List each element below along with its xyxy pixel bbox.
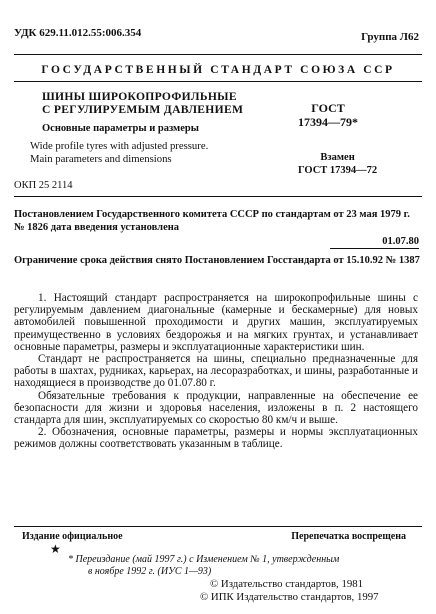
gost-label: ГОСТ — [311, 101, 345, 115]
copyright-line-2: © ИПК Издательство стандартов, 1997 — [200, 590, 379, 603]
reissue-line-2: в ноябре 1992 г. (ИУС 1—93) — [88, 565, 212, 577]
document-subtitle: Основные параметры и размеры — [42, 123, 199, 134]
gost-designation — [298, 101, 358, 129]
title-line-1: ШИНЫ ШИРОКОПРОФИЛЬНЫЕ — [42, 90, 237, 103]
decree-text: Постановлением Государственного комитета СССР по стандартам от 23 мая 1979 г. № 1826 дата введения установлена — [14, 209, 410, 233]
replace-value: ГОСТ 17394—72 — [298, 165, 378, 176]
okp-rule — [14, 196, 422, 197]
top-rule — [14, 54, 422, 55]
english-title — [30, 140, 208, 166]
title-line-2: С РЕГУЛИРУЕМЫМ ДАВЛЕНИЕМ — [42, 103, 244, 116]
copyright-line-1: © Издательство стандартов, 1981 — [210, 578, 364, 590]
udk-code: УДК 629.11.012.55:006.354 — [14, 27, 142, 39]
official-edition: Издание официальное — [22, 531, 123, 542]
gost-number: 17394—79* — [298, 115, 358, 129]
limit-removed-text: Ограничение срока действия снято Постановлением Госстандарта от 15.10.92 № 1387 — [14, 255, 420, 266]
paragraph-1: 1. Настоящий стандарт распространяется на широкопрофильные шины с регулируемым давлением диагональные (камерные и бескамерные) для новых автомобилей повышенной проходимости и других машин, эксплуатируемых преимущественно в условиях бездорожья и на мягких грунтах, и устанавливает основные параметры, размеры и эксплуатационные характеристики шин. — [14, 292, 418, 353]
footer-rule — [14, 526, 422, 527]
standard-heading: ГОСУДАРСТВЕННЫЙ СТАНДАРТ СОЮЗА ССР — [41, 64, 395, 76]
no-reprint-notice: Перепечатка воспрещена — [291, 531, 406, 542]
replaces-standard — [298, 151, 377, 177]
paragraph-2: Стандарт не распространяется на шины, специально предназначенные для работы в шахтах, рудниках, карьерах, на лесоразработках, и шины, разработанные и находящиеся в производстве до 01.07.80 г. — [14, 353, 418, 390]
okp-code: ОКП 25 2114 — [14, 180, 73, 191]
reissue-line-1: * Переиздание (май 1997 г.) с Изменением № 1, утвержденным — [68, 554, 340, 565]
intro-date: 01.07.80 — [382, 236, 419, 247]
replace-label: Взамен — [320, 152, 355, 163]
english-title-line-1: Wide profile tyres with adjusted pressure. — [30, 140, 209, 152]
body-text — [14, 292, 418, 451]
english-title-line-2: Main parameters and dimensions — [30, 153, 172, 165]
date-underline — [330, 248, 419, 249]
document-title — [42, 90, 243, 116]
heading-rule — [14, 81, 422, 82]
copyright — [200, 578, 379, 603]
group-code: Группа Л62 — [361, 31, 419, 43]
paragraph-3: Обязательные требования к продукции, направленные на обеспечение ее безопасности для жизни и здоровья населения, изложены в п. 2 настоящего стандарта для шин, эксплуатируемых со скоростью 80 км/ч и выше. — [14, 389, 418, 427]
paragraph-4: 2. Обозначения, основные параметры, размеры и нормы эксплуатационных режимов должны соответствовать указанным в таблице. — [14, 426, 418, 451]
star-icon: ★ — [50, 542, 61, 556]
reissue-note — [68, 554, 339, 577]
